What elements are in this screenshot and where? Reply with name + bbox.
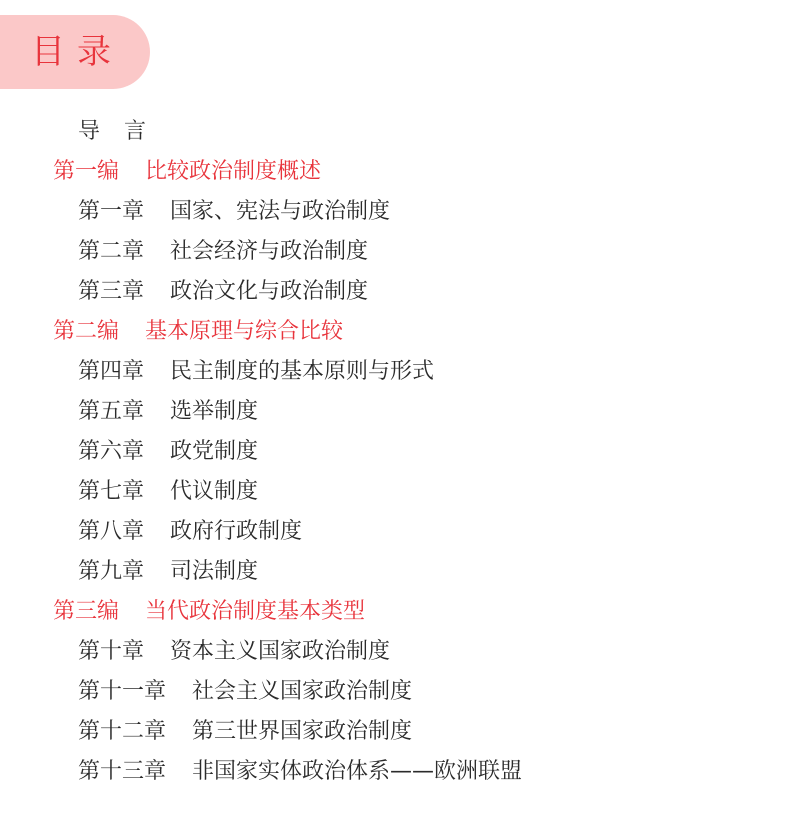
toc-entry-title: 基本原理与综合比较 xyxy=(145,319,344,344)
toc-entry-title: 社会主义国家政治制度 xyxy=(192,679,413,704)
toc-entry-title: 资本主义国家政治制度 xyxy=(170,639,391,664)
toc-chapter-entry[interactable] xyxy=(0,352,790,392)
toc-entry-number: 第六章 xyxy=(78,439,145,464)
toc-entry-title: 非国家实体政治体系——欧洲联盟 xyxy=(192,759,523,784)
toc-part-entry[interactable] xyxy=(0,312,790,352)
toc-entry-number: 第十三章 xyxy=(78,759,167,784)
toc-entry-title: 政府行政制度 xyxy=(170,519,303,544)
table-of-contents xyxy=(0,112,790,792)
toc-entry-number: 第十二章 xyxy=(78,719,167,744)
toc-entry-number: 第八章 xyxy=(78,519,145,544)
toc-entry-title: 选举制度 xyxy=(170,399,259,424)
toc-entry-number: 第十章 xyxy=(78,639,145,664)
toc-entry-title: 代议制度 xyxy=(170,479,259,504)
toc-chapter-entry[interactable] xyxy=(0,272,790,312)
toc-chapter-entry[interactable] xyxy=(0,632,790,672)
toc-chapter-entry[interactable] xyxy=(0,552,790,592)
toc-part-entry[interactable] xyxy=(0,152,790,192)
toc-chapter-entry[interactable] xyxy=(0,192,790,232)
toc-entry-title: 第三世界国家政治制度 xyxy=(192,719,413,744)
toc-chapter-entry[interactable] xyxy=(0,432,790,472)
toc-entry-title: 司法制度 xyxy=(170,559,259,584)
toc-entry-number: 第一编 xyxy=(53,159,120,184)
toc-entry-number: 第五章 xyxy=(78,399,145,424)
toc-entry-title: 政党制度 xyxy=(170,439,259,464)
toc-entry-title: 国家、宪法与政治制度 xyxy=(170,199,391,224)
toc-entry-number: 第四章 xyxy=(78,359,145,384)
toc-chapter-entry[interactable] xyxy=(0,712,790,752)
toc-chapter-entry[interactable] xyxy=(0,392,790,432)
toc-entry-title: 社会经济与政治制度 xyxy=(170,239,369,264)
toc-header-title: 目录 xyxy=(31,32,123,72)
toc-chapter-entry[interactable] xyxy=(0,512,790,552)
toc-entry-number: 第七章 xyxy=(78,479,145,504)
toc-intro-label: 导言 xyxy=(78,119,171,144)
toc-intro-entry[interactable] xyxy=(0,112,790,152)
toc-entry-title: 当代政治制度基本类型 xyxy=(145,599,366,624)
toc-entry-number: 第三章 xyxy=(78,279,145,304)
toc-entry-title: 民主制度的基本原则与形式 xyxy=(170,359,435,384)
toc-entry-title: 比较政治制度概述 xyxy=(145,159,322,184)
toc-entry-title: 政治文化与政治制度 xyxy=(170,279,369,304)
toc-chapter-entry[interactable] xyxy=(0,752,790,792)
toc-chapter-entry[interactable] xyxy=(0,672,790,712)
toc-chapter-entry[interactable] xyxy=(0,232,790,272)
toc-entry-number: 第九章 xyxy=(78,559,145,584)
toc-entry-number: 第二编 xyxy=(53,319,120,344)
toc-chapter-entry[interactable] xyxy=(0,472,790,512)
toc-header-tab xyxy=(0,15,150,89)
toc-entry-number: 第二章 xyxy=(78,239,145,264)
toc-part-entry[interactable] xyxy=(0,592,790,632)
toc-entry-number: 第十一章 xyxy=(78,679,167,704)
toc-entry-number: 第三编 xyxy=(53,599,120,624)
toc-entry-number: 第一章 xyxy=(78,199,145,224)
